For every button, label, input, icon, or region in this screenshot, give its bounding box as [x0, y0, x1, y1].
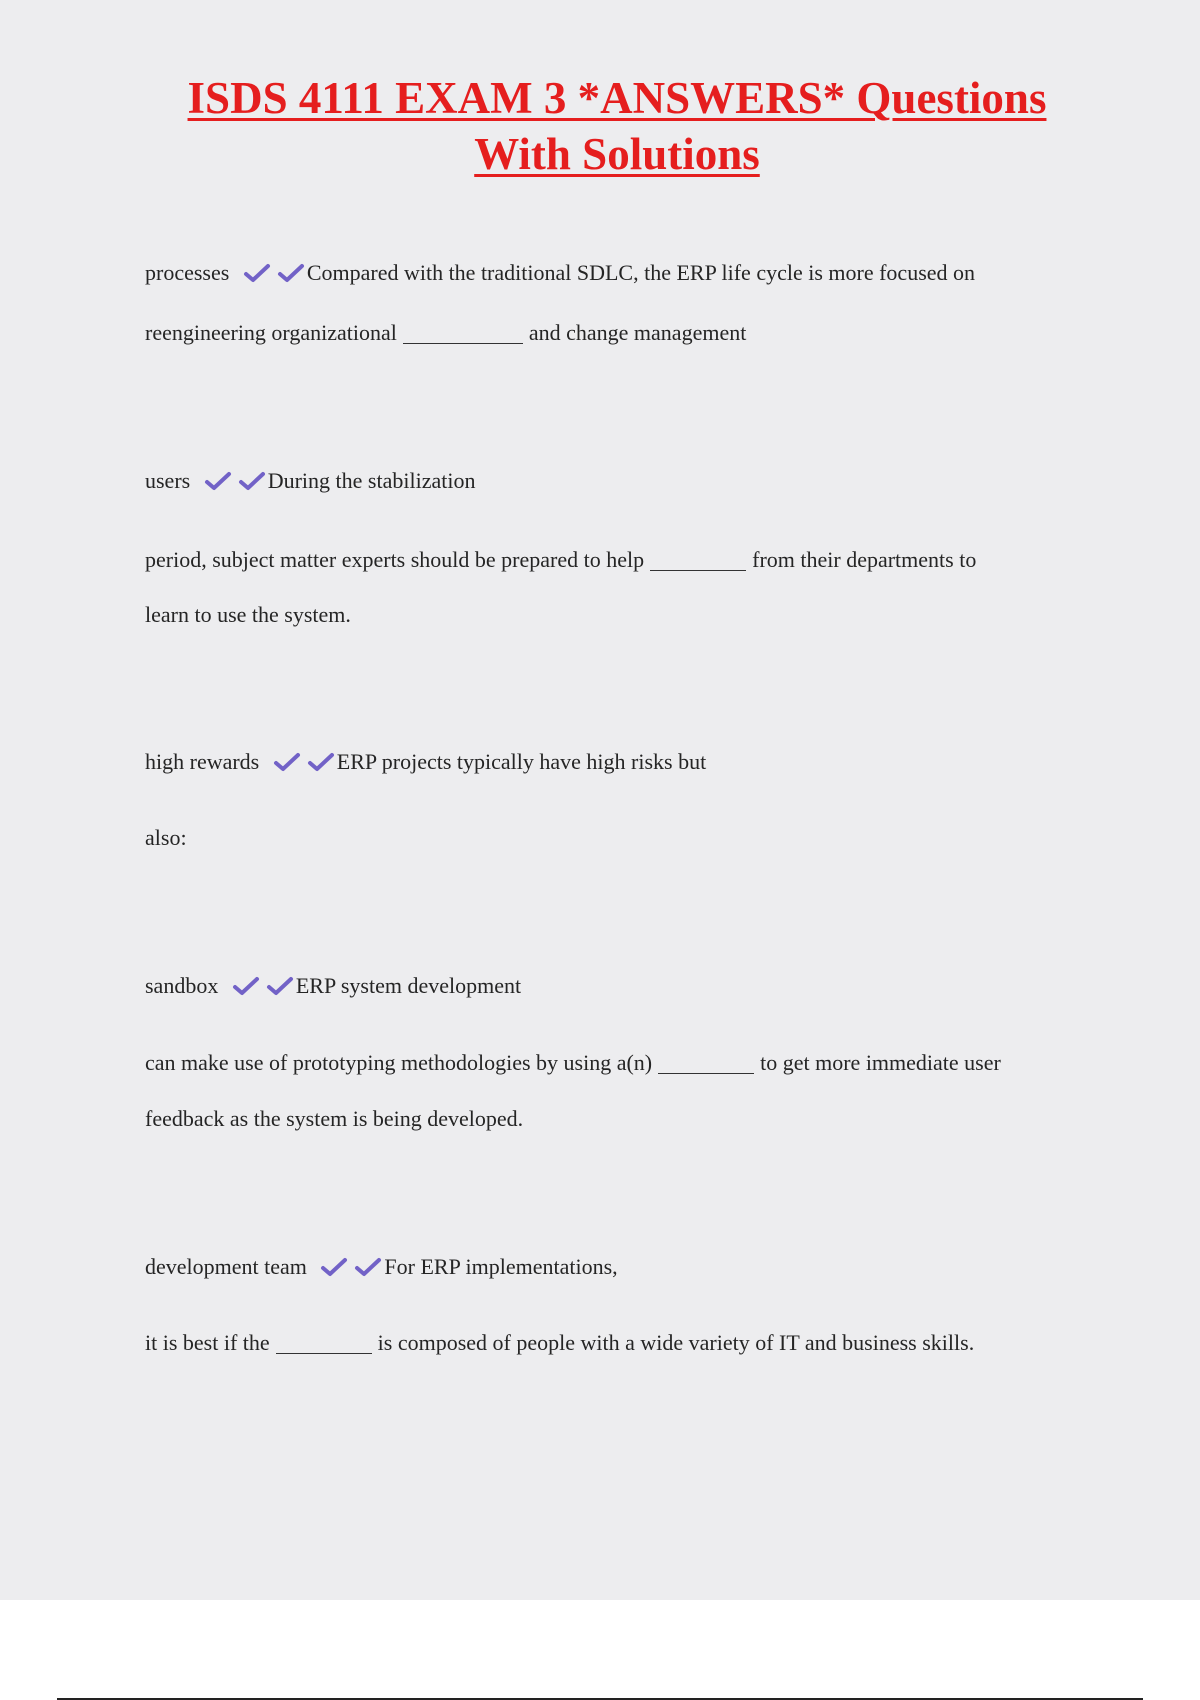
qa-2-answer: users — [145, 468, 191, 493]
qa-5-line-1 — [145, 1253, 618, 1284]
qa-1-line-2 — [145, 319, 746, 347]
double-check-icons — [243, 262, 305, 290]
check-icon — [238, 471, 266, 491]
check-icon — [354, 1257, 382, 1277]
answer-blank — [658, 1053, 754, 1074]
qa-3-question-line-1: ERP projects typically have high risks but — [336, 749, 707, 774]
double-check-icons — [204, 470, 266, 498]
qa-4-question-line-3: feedback as the system is being developed. — [145, 1106, 524, 1131]
double-check-icons — [320, 1256, 382, 1284]
check-icon — [232, 976, 260, 996]
check-icon — [307, 752, 335, 772]
qa-2-line-2 — [145, 546, 976, 574]
qa-4-line-1 — [145, 972, 521, 1003]
check-icon — [243, 263, 271, 283]
title-line-2: With Solutions — [474, 129, 760, 179]
qa-2-question-line-1: During the stabilization — [267, 468, 476, 493]
document-title — [80, 70, 1154, 182]
qa-5-question-line-2-before: it is best if the — [145, 1330, 270, 1355]
title-line-1: ISDS 4111 EXAM 3 *ANSWERS* Questions — [187, 73, 1047, 123]
qa-3-question-line-2: also: — [145, 825, 187, 850]
qa-2-question-line-2-after: from their departments to — [752, 547, 977, 572]
check-icon — [273, 752, 301, 772]
qa-2-question-line-2-before: period, subject matter experts should be prepared to help — [145, 547, 645, 572]
qa-4-line-2 — [145, 1049, 1001, 1077]
qa-4-answer: sandbox — [145, 973, 219, 998]
qa-1-answer: processes — [145, 260, 230, 285]
qa-3-line-2 — [145, 824, 187, 852]
qa-4-line-3 — [145, 1105, 523, 1133]
qa-2-line-1 — [145, 467, 475, 498]
qa-5-question-line-1: For ERP implementations, — [384, 1254, 618, 1279]
answer-blank — [403, 323, 523, 344]
qa-1-question-line-1: Compared with the traditional SDLC, the ERP life cycle is more focused on — [306, 260, 976, 285]
qa-5-line-2 — [145, 1329, 974, 1357]
check-icon — [204, 471, 232, 491]
check-icon — [320, 1257, 348, 1277]
qa-1-question-line-2-before: reengineering organizational — [145, 320, 397, 345]
double-check-icons — [273, 751, 335, 779]
qa-4-question-line-2-after: to get more immediate user — [760, 1050, 1001, 1075]
double-check-icons — [232, 975, 294, 1003]
qa-4-question-line-2-before: can make use of prototyping methodologies by using a(n) — [145, 1050, 653, 1075]
qa-3-answer: high rewards — [145, 749, 260, 774]
check-icon — [277, 263, 305, 283]
answer-blank — [276, 1333, 372, 1354]
qa-3-line-1 — [145, 748, 706, 779]
qa-4-question-line-1: ERP system development — [295, 973, 522, 998]
check-icon — [266, 976, 294, 996]
qa-1-question-line-2-after: and change management — [528, 320, 747, 345]
qa-2-line-3 — [145, 601, 351, 629]
answer-blank — [650, 550, 746, 571]
qa-5-answer: development team — [145, 1254, 307, 1279]
qa-1-line-1 — [145, 259, 975, 290]
qa-5-question-line-2-after: is composed of people with a wide variety of IT and business skills. — [377, 1330, 975, 1355]
qa-2-question-line-3: learn to use the system. — [145, 602, 351, 627]
